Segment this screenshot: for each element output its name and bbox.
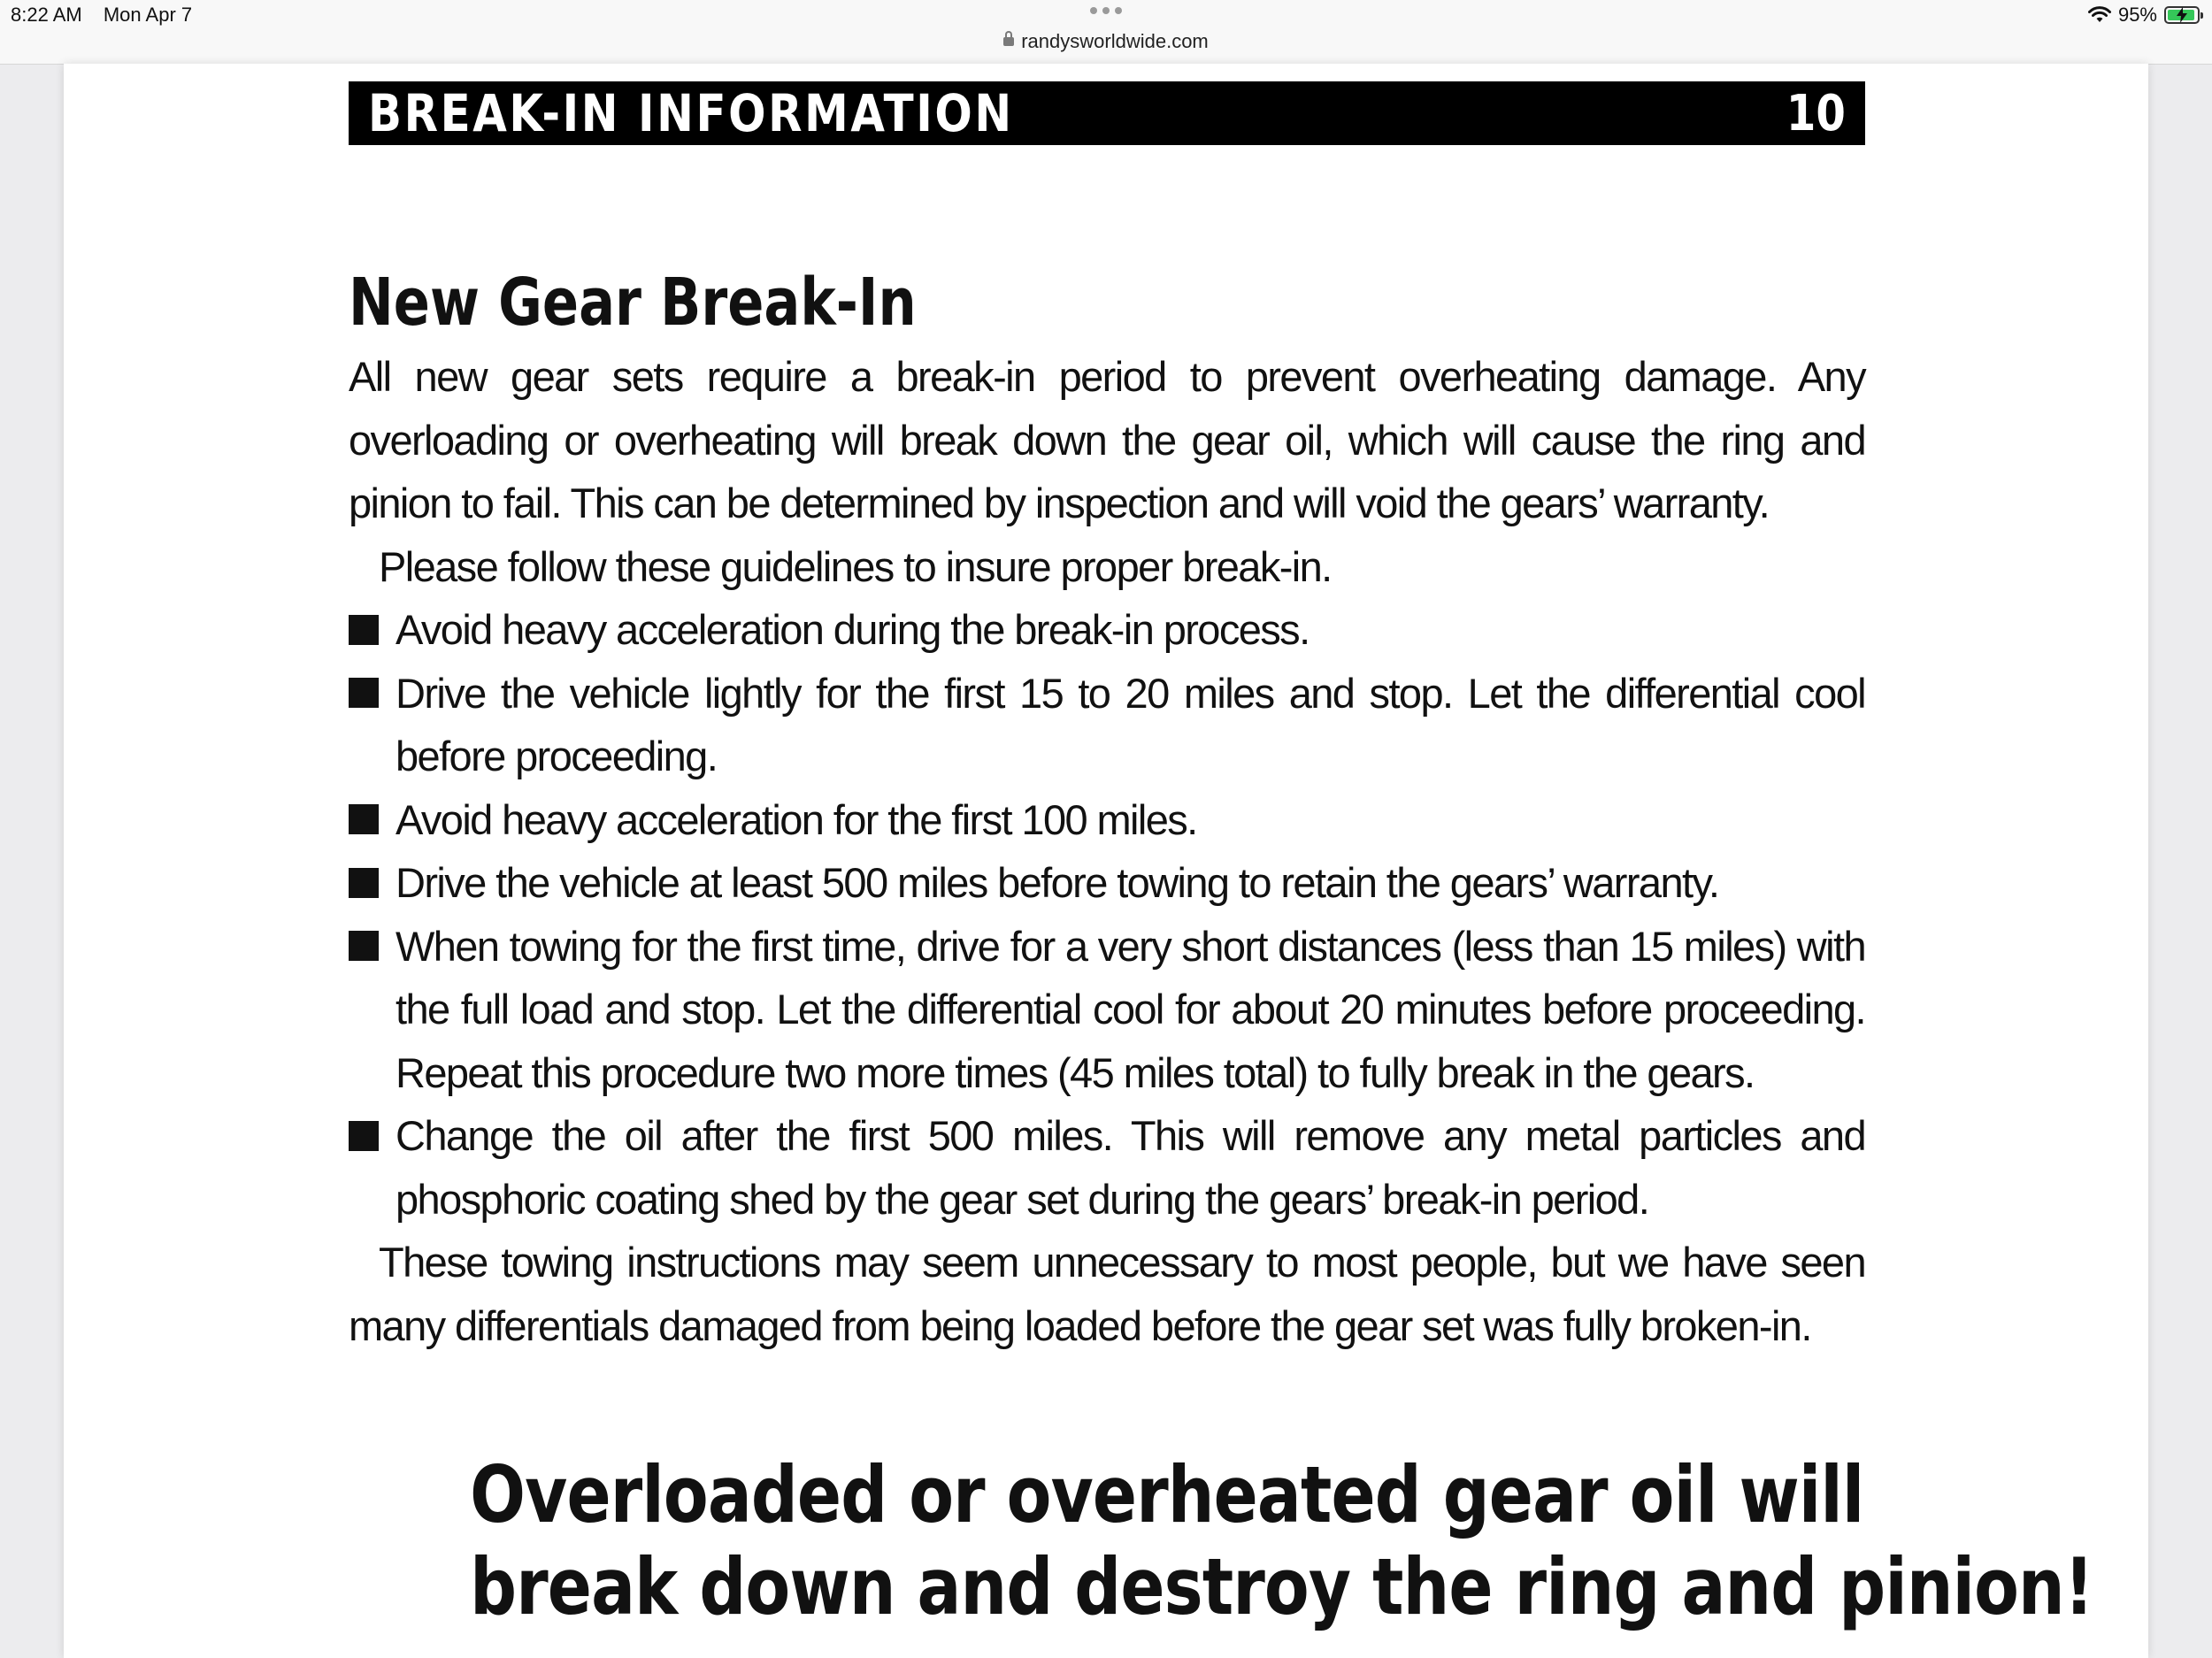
guideline-item: [349, 915, 1865, 1105]
page-number: 10: [1786, 84, 1846, 142]
square-bullet-icon: [349, 662, 396, 725]
article-body: [349, 260, 1865, 1357]
square-bullet-icon: [349, 1104, 396, 1168]
clock: 8:22 AM: [11, 4, 82, 26]
square-bullet-icon: [349, 851, 396, 915]
status-indicators: [2088, 4, 2200, 27]
guideline-text: Drive the vehicle at least 500 miles before towing to retain the gears’ warranty.: [396, 859, 1719, 906]
guideline-text: Avoid heavy acceleration during the break-in process.: [396, 606, 1310, 653]
guideline-item: [349, 788, 1865, 852]
section-header-bar: [349, 81, 1865, 145]
dot-icon: [1115, 7, 1122, 14]
multitasking-handle[interactable]: [1090, 7, 1122, 14]
status-time: [11, 4, 192, 27]
header-title: BREAK-IN INFORMATION: [368, 83, 1014, 143]
guideline-text: Avoid heavy acceleration for the first 100 miles.: [396, 795, 1197, 843]
lead-in-paragraph: Please follow these guidelines to insure proper break-in.: [379, 542, 1332, 590]
browser-chrome: [0, 0, 2212, 65]
dot-icon: [1102, 7, 1110, 14]
charging-bolt-icon: [2175, 7, 2189, 23]
url-text: randysworldwide.com: [1021, 30, 1209, 52]
guideline-item: [349, 851, 1865, 915]
lock-icon: [1003, 37, 1014, 46]
date: Mon Apr 7: [103, 4, 193, 26]
intro-paragraph: All new gear sets require a break-in period to prevent overheating damage. Any overloading or overheating will break down the gear oil, which will cause the ring and pinion to fail. This can be determined by inspection and will void the gears’ warranty.: [349, 353, 1865, 526]
guideline-text: When towing for the first time, drive for a very short distances (less than 15 miles) with the full load and stop. Let the differential cool for about 20 minutes before proceeding. Repeat this procedure two more times (45 miles total) to fully break in the gears.: [396, 922, 1865, 1096]
wifi-icon: [2088, 6, 2111, 24]
closing-paragraph: These towing instructions may seem unnecessary to most people, but we have seen many differentials damaged from being loaded before the gear set was fully broken-in.: [349, 1239, 1865, 1349]
guideline-text: Drive the vehicle lightly for the first 15 to 20 miles and stop. Let the differential cool before proceeding.: [396, 669, 1865, 779]
guideline-item: [349, 598, 1865, 662]
warning-line: Overloaded or overheated gear oil will: [470, 1449, 1864, 1540]
guideline-item: [349, 1104, 1865, 1231]
address-bar[interactable]: [0, 30, 2212, 53]
square-bullet-icon: [349, 598, 396, 662]
guideline-item: [349, 662, 1865, 788]
document-page: [64, 64, 2148, 1658]
section-title: New Gear Break-In: [349, 265, 917, 341]
warning-callout: [349, 1449, 2093, 1633]
battery-charging-icon: [2164, 6, 2200, 24]
battery-percent: 95%: [2117, 4, 2157, 26]
guideline-text: Change the oil after the first 500 miles. This will remove any metal particles and phosphoric coating shed by the gear set during the gears’ break-in period.: [396, 1112, 1865, 1223]
square-bullet-icon: [349, 788, 396, 852]
square-bullet-icon: [349, 915, 396, 979]
dot-icon: [1090, 7, 1097, 14]
warning-line: break down and destroy the ring and pinion!: [470, 1541, 2093, 1632]
